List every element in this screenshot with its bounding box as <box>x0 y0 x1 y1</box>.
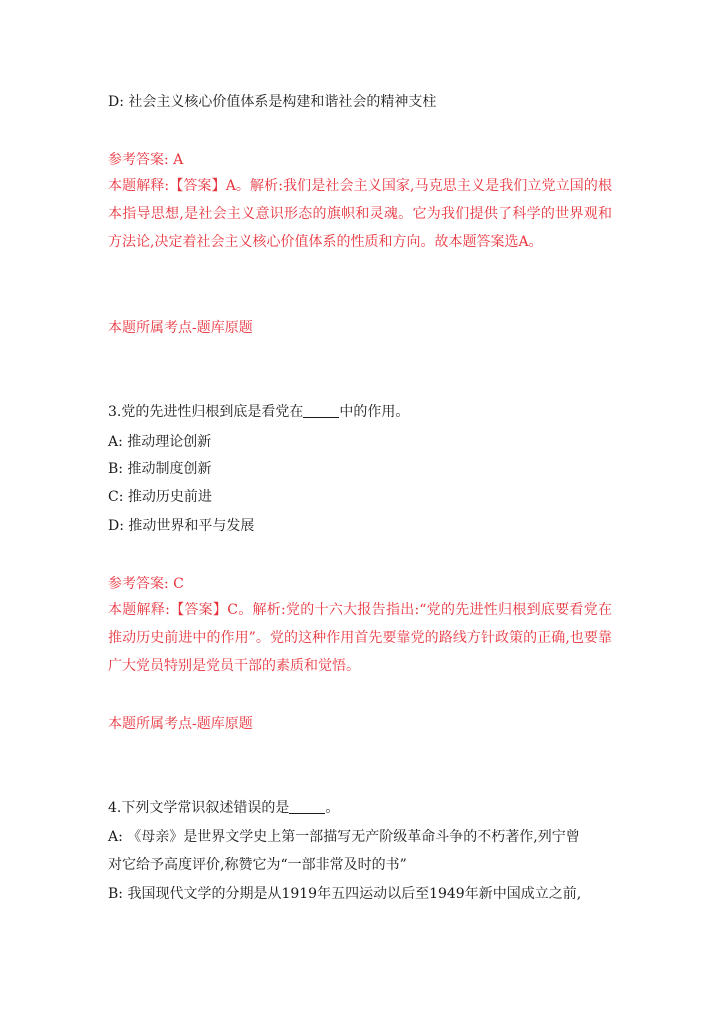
q3-answer: 参考答案: C <box>108 576 184 592</box>
q3-stem <box>108 402 616 422</box>
q4-blank <box>289 799 325 814</box>
q2-explanation: 本题解释:【答案】A。解析:我们是社会主义国家,马克思主义是我们立党立国的根本指导思想,是社会主义意识形态的旗帜和灵魂。它为我们提供了科学的世界观和方法论,决定着社会主义核心价值体系的性质和方向。故本题答案选A。 <box>108 178 612 250</box>
q3-option-d: D: 推动世界和平与发展 <box>108 518 255 534</box>
q3-blank <box>303 403 339 418</box>
q4-option-a-line1: A: 《母亲》是世界文学史上第一部描写无产阶级革命斗争的不朽著作,列宁曾 <box>108 829 580 845</box>
q3-option-b: B: 推动制度创新 <box>108 461 212 477</box>
q4-option-b-line1: B: 我国现代文学的分期是从1919年五四运动以后至1949年新中国成立之前, <box>108 886 582 902</box>
q4-option-a-line2: 对它给予高度评价,称赞它为“一部非常及时的书” <box>108 857 407 873</box>
q3-option-a: A: 推动理论创新 <box>108 434 212 450</box>
q3-option-c: C: 推动历史前进 <box>108 489 212 505</box>
q3-explanation: 本题解释:【答案】C。解析:党的十六大报告指出:“党的先进性归根到底要看党在推动历史前进中的作用”。党的这种作用首先要靠党的路线方针政策的正确,也要靠广大党员特别是党员干部的素质和觉悟。 <box>108 602 612 674</box>
q3-stem-suffix: 中的作用。 <box>339 404 410 420</box>
q4-stem <box>108 798 616 818</box>
q2-topic: 本题所属考点-题库原题 <box>108 320 253 336</box>
q4-stem-suffix: 。 <box>325 800 340 816</box>
q2-option-d: D: 社会主义核心价值体系是构建和谐社会的精神支柱 <box>108 94 437 110</box>
q4-stem-prefix: 4.下列文学常识叙述错误的是 <box>108 800 290 816</box>
q3-stem-prefix: 3.党的先进性归根到底是看党在 <box>108 404 304 420</box>
q2-answer: 参考答案: A <box>108 152 184 168</box>
q3-topic: 本题所属考点-题库原题 <box>108 716 253 732</box>
